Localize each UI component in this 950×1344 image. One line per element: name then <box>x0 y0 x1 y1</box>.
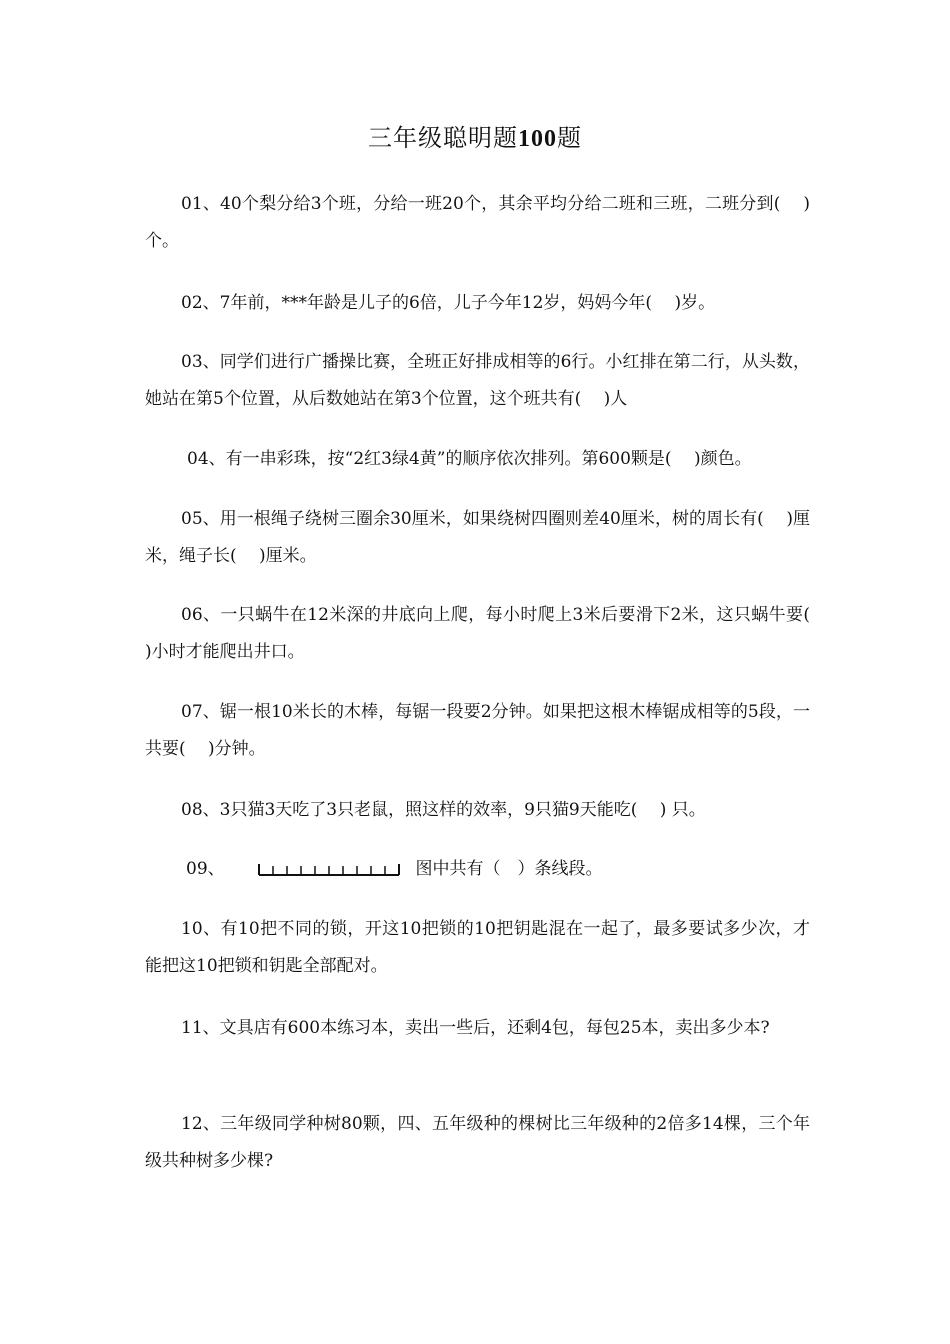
question-05 <box>145 501 810 575</box>
question-06 <box>145 597 833 671</box>
question-text: 图中共有（ ）条线段。 <box>415 859 603 879</box>
question-text: 有10把不同的锁，开这10把锁的10把钥匙混在一起了，最多要试多少次，才能把这10把锁和钥匙全部配对。 <box>145 919 810 976</box>
question-number: 01、 <box>181 194 221 214</box>
question-10 <box>145 911 810 985</box>
question-number: 09、 <box>186 859 225 879</box>
question-12 <box>145 1106 810 1180</box>
question-number: 02、 <box>181 293 220 313</box>
question-number: 11、 <box>181 1018 220 1038</box>
question-03 <box>145 344 810 418</box>
question-text: 同学们进行广播操比赛，全班正好排成相等的6行。小红排在第二行，从头数，她站在第5个位置，从后数她站在第3个位置，这个班共有( )人 <box>145 352 810 409</box>
line-segment-figure <box>258 862 400 878</box>
question-11 <box>145 1010 810 1047</box>
question-number: 03、 <box>181 352 220 372</box>
title-number: 100 <box>518 126 557 152</box>
question-text: 锯一根10米长的木棒，每锯一段要2分钟。如果把这根木棒锯成相等的5段，一共要( )分钟。 <box>145 702 810 759</box>
question-number: 08、 <box>181 800 220 820</box>
question-text: 7年前，***年龄是儿子的6倍，儿子今年12岁，妈妈今年( )岁。 <box>219 293 716 313</box>
question-02 <box>145 285 810 322</box>
question-number: 07、 <box>181 702 220 722</box>
question-number: 06、 <box>181 605 221 625</box>
question-01 <box>145 186 810 260</box>
question-text: 文具店有600本练习本，卖出一些后，还剩4包，每包25本，卖出多少本? <box>219 1018 770 1038</box>
question-08 <box>145 792 810 829</box>
question-number: 05、 <box>181 509 220 529</box>
question-text: 用一根绳子绕树三圈余30厘米，如果绕树四圈则差40厘米，树的周长有( )厘米，绳子长( )厘米。 <box>145 509 810 566</box>
question-number: 12、 <box>181 1114 221 1134</box>
title-text: 三年级聪明题 <box>368 124 518 152</box>
question-text: 三年级同学种树80颗，四、五年级种的棵树比三年级种的2倍多14棵，三个年级共种树多少棵? <box>145 1114 810 1171</box>
title-suffix: 题 <box>557 124 582 152</box>
question-number: 04、 <box>187 449 226 469</box>
question-text: 有一串彩珠，按“2红3绿4黄”的顺序依次排列。第600颗是( )颜色。 <box>225 449 752 469</box>
question-text: 40个梨分给3个班，分给一班20个，其余平均分给二班和三班，二班分到( )个。 <box>145 194 810 251</box>
question-04 <box>151 441 816 478</box>
question-text: 3只猫3天吃了3只老鼠，照这样的效率，9只猫9天能吃( ) 只。 <box>219 800 706 820</box>
question-number: 10、 <box>181 919 221 939</box>
page-title <box>0 118 950 153</box>
question-07 <box>145 694 810 768</box>
question-09 <box>186 851 602 888</box>
question-text: 一只蜗牛在12米深的井底向上爬，每小时爬上3米后要滑下2米，这只蜗牛要( )小时才能爬出井口。 <box>145 605 833 662</box>
